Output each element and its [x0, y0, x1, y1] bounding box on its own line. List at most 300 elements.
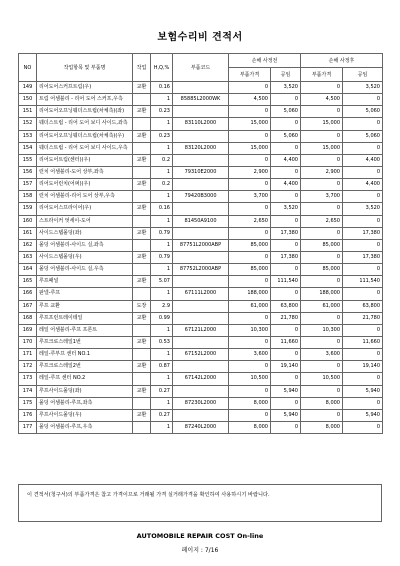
row-after-labor: 0 — [343, 191, 383, 203]
table-row — [19, 373, 383, 385]
row-part-code: 67121L2000 — [173, 324, 229, 336]
row-hqs: 1 — [151, 373, 173, 385]
row-no: 150 — [19, 94, 37, 106]
row-item: 리어도어오프닝웨더스트립(차체측)(우) — [37, 130, 133, 142]
row-before-labor: 5,940 — [271, 385, 301, 397]
row-after-parts-price: 0 — [301, 276, 343, 288]
row-action: 교환 — [133, 227, 151, 239]
row-action — [133, 191, 151, 203]
row-before-labor: 5,060 — [271, 106, 301, 118]
row-after-labor: 0 — [343, 397, 383, 409]
table-row — [19, 191, 383, 203]
row-after-labor: 19,140 — [343, 361, 383, 373]
row-after-parts-price: 0 — [301, 227, 343, 239]
estimate-rows — [19, 82, 383, 434]
row-after-labor: 17,380 — [343, 251, 383, 263]
row-part-code: 87240L2000 — [173, 421, 229, 433]
header-before-labor: 공임 — [271, 68, 301, 82]
table-row — [19, 324, 383, 336]
row-after-labor: 5,060 — [343, 130, 383, 142]
row-after-labor: 5,940 — [343, 385, 383, 397]
row-after-labor: 0 — [343, 324, 383, 336]
price-notice: 이 견적서(청구서)의 부품가격은 참고 가격이므로 거래될 가격 실거래가격을 확인하여 사용하시기 바랍니다. — [18, 484, 382, 522]
row-hqs: 0.23 — [151, 106, 173, 118]
row-no: 153 — [19, 130, 37, 142]
row-no: 163 — [19, 251, 37, 263]
row-item: 루프프런트레이테일 — [37, 312, 133, 324]
row-after-parts-price: 0 — [301, 409, 343, 421]
row-no: 176 — [19, 409, 37, 421]
row-after-parts-price: 3,600 — [301, 349, 343, 361]
row-after-labor: 0 — [343, 373, 383, 385]
row-action — [133, 397, 151, 409]
row-after-labor: 4,400 — [343, 179, 383, 191]
table-row — [19, 397, 383, 409]
row-after-parts-price: 61,000 — [301, 300, 343, 312]
row-action: 교환 — [133, 154, 151, 166]
row-part-code — [173, 227, 229, 239]
row-after-labor: 0 — [343, 349, 383, 361]
table-row — [19, 203, 383, 215]
row-before-labor: 4,400 — [271, 154, 301, 166]
row-item: 몰딩 어셈블리-사이드 실,우측 — [37, 264, 133, 276]
row-after-labor: 63,800 — [343, 300, 383, 312]
page-number: 페이지 : 7/16 — [181, 547, 219, 554]
row-before-parts-price: 0 — [229, 82, 271, 94]
row-item: 리어도어트림(센터)(우) — [37, 154, 133, 166]
row-before-labor: 0 — [271, 324, 301, 336]
table-row — [19, 239, 383, 251]
row-after-labor: 0 — [343, 421, 383, 433]
row-item: 트림 어셈블리 - 리어 도어 스커프,우측 — [37, 94, 133, 106]
row-action — [133, 349, 151, 361]
row-hqs: 1 — [151, 324, 173, 336]
row-action — [133, 94, 151, 106]
table-row — [19, 142, 383, 154]
header-part-code: 부품코드 — [173, 54, 229, 82]
row-item: 몰딩 어셈블리-루프,좌측 — [37, 397, 133, 409]
row-before-parts-price: 4,500 — [229, 94, 271, 106]
row-before-parts-price: 0 — [229, 336, 271, 348]
table-row — [19, 94, 383, 106]
row-part-code — [173, 361, 229, 373]
row-part-code — [173, 154, 229, 166]
row-part-code: 85885L2000WK — [173, 94, 229, 106]
row-hqs: 0.87 — [151, 361, 173, 373]
row-after-labor: 111,540 — [343, 276, 383, 288]
table-row — [19, 300, 383, 312]
table-row — [19, 288, 383, 300]
row-part-code — [173, 409, 229, 421]
row-after-parts-price: 0 — [301, 106, 343, 118]
row-item: 리어도어런치(어퍼)(우) — [37, 179, 133, 191]
row-action: 교환 — [133, 361, 151, 373]
row-part-code: 87752L2000ABP — [173, 264, 229, 276]
row-item: 몰딩 어셈블리-루프,우측 — [37, 421, 133, 433]
row-item: 스트라이커 엇세이-도어 — [37, 215, 133, 227]
row-no: 161 — [19, 227, 37, 239]
header-no: NO — [19, 54, 37, 82]
row-item: 리어도어스프라이어(우) — [37, 203, 133, 215]
row-before-parts-price: 0 — [229, 312, 271, 324]
row-before-parts-price: 10,500 — [229, 373, 271, 385]
row-before-labor: 111,540 — [271, 276, 301, 288]
row-after-parts-price: 0 — [301, 130, 343, 142]
row-hqs: 0.53 — [151, 336, 173, 348]
row-hqs: 1 — [151, 191, 173, 203]
row-before-labor: 0 — [271, 191, 301, 203]
row-hqs: 0.16 — [151, 82, 173, 94]
row-hqs: 1 — [151, 288, 173, 300]
row-part-code: 83120L2000 — [173, 142, 229, 154]
header-before-adjustment: 손해 사정전 — [229, 54, 301, 68]
row-after-parts-price: 85,000 — [301, 239, 343, 251]
row-part-code: 67152L2000 — [173, 349, 229, 361]
row-no: 165 — [19, 276, 37, 288]
row-hqs: 1 — [151, 264, 173, 276]
row-after-parts-price: 3,700 — [301, 191, 343, 203]
row-part-code: 67142L2000 — [173, 373, 229, 385]
row-no: 173 — [19, 373, 37, 385]
row-action: 교환 — [133, 130, 151, 142]
row-before-labor: 0 — [271, 264, 301, 276]
row-before-parts-price: 0 — [229, 361, 271, 373]
row-after-parts-price: 0 — [301, 385, 343, 397]
table-row — [19, 82, 383, 94]
row-before-parts-price: 0 — [229, 179, 271, 191]
row-after-parts-price: 0 — [301, 154, 343, 166]
header-before-parts-price: 부품가격 — [229, 68, 271, 82]
row-before-labor: 0 — [271, 397, 301, 409]
row-item: 몰딩 어셈블리-사이드 실,좌측 — [37, 239, 133, 251]
table-row — [19, 227, 383, 239]
table-row — [19, 276, 383, 288]
row-before-labor: 0 — [271, 288, 301, 300]
row-item: 사이드스텝몰딩(우) — [37, 251, 133, 263]
row-no: 154 — [19, 142, 37, 154]
row-before-parts-price: 3,700 — [229, 191, 271, 203]
row-after-labor: 4,400 — [343, 154, 383, 166]
row-hqs: 0.79 — [151, 251, 173, 263]
table-row — [19, 154, 383, 166]
row-no: 149 — [19, 82, 37, 94]
row-hqs: 2.9 — [151, 300, 173, 312]
table-row — [19, 361, 383, 373]
row-part-code: 87751L2000ABP — [173, 239, 229, 251]
row-after-labor: 5,060 — [343, 106, 383, 118]
row-before-parts-price: 0 — [229, 251, 271, 263]
row-before-labor: 3,520 — [271, 203, 301, 215]
row-before-parts-price: 0 — [229, 276, 271, 288]
row-hqs: 1 — [151, 118, 173, 130]
row-no: 166 — [19, 288, 37, 300]
row-after-parts-price: 0 — [301, 361, 343, 373]
row-part-code: 83110L2000 — [173, 118, 229, 130]
row-action: 교환 — [133, 409, 151, 421]
row-before-labor: 19,140 — [271, 361, 301, 373]
row-before-labor: 0 — [271, 349, 301, 361]
row-before-labor: 0 — [271, 94, 301, 106]
row-hqs: 0.2 — [151, 179, 173, 191]
row-no: 157 — [19, 179, 37, 191]
row-before-parts-price: 3,600 — [229, 349, 271, 361]
row-hqs: 0.2 — [151, 154, 173, 166]
row-before-parts-price: 15,000 — [229, 118, 271, 130]
table-row — [19, 130, 383, 142]
row-part-code — [173, 276, 229, 288]
row-item: 루프패널 — [37, 276, 133, 288]
row-before-labor: 4,400 — [271, 179, 301, 191]
row-item: 판넬-루프 — [37, 288, 133, 300]
row-hqs: 1 — [151, 397, 173, 409]
row-item: 루프사이드몰딩(우) — [37, 409, 133, 421]
table-row — [19, 106, 383, 118]
row-hqs: 5.07 — [151, 276, 173, 288]
row-before-labor: 63,800 — [271, 300, 301, 312]
row-before-parts-price: 0 — [229, 154, 271, 166]
row-item: 레일 어셈블리-루프 프론트 — [37, 324, 133, 336]
row-after-labor: 17,380 — [343, 227, 383, 239]
row-before-parts-price: 188,000 — [229, 288, 271, 300]
row-part-code — [173, 130, 229, 142]
row-part-code — [173, 312, 229, 324]
row-hqs: 0.27 — [151, 409, 173, 421]
table-row — [19, 421, 383, 433]
table-row — [19, 409, 383, 421]
table-row — [19, 215, 383, 227]
row-before-labor: 0 — [271, 215, 301, 227]
row-no: 167 — [19, 300, 37, 312]
row-action: 교환 — [133, 385, 151, 397]
row-item: 런치 어셈블리-도어 상부,좌측 — [37, 166, 133, 178]
header-after-adjustment: 손해 사정후 — [301, 54, 383, 68]
row-before-parts-price: 0 — [229, 203, 271, 215]
row-before-parts-price: 10,300 — [229, 324, 271, 336]
row-no: 168 — [19, 312, 37, 324]
row-after-parts-price: 15,000 — [301, 118, 343, 130]
header-action: 작업 — [133, 54, 151, 82]
row-no: 169 — [19, 324, 37, 336]
row-after-parts-price: 4,500 — [301, 94, 343, 106]
row-before-labor: 5,060 — [271, 130, 301, 142]
table-row — [19, 312, 383, 324]
row-action: 도장 — [133, 300, 151, 312]
row-action: 교환 — [133, 336, 151, 348]
row-after-labor: 0 — [343, 118, 383, 130]
row-hqs: 1 — [151, 239, 173, 251]
row-after-parts-price: 2,900 — [301, 166, 343, 178]
row-after-labor: 0 — [343, 142, 383, 154]
row-after-parts-price: 10,300 — [301, 324, 343, 336]
row-no: 160 — [19, 215, 37, 227]
row-item: 루프 교환 — [37, 300, 133, 312]
header-after-parts-price: 부품가격 — [301, 68, 343, 82]
row-after-labor: 11,660 — [343, 336, 383, 348]
table-row — [19, 118, 383, 130]
row-after-parts-price: 85,000 — [301, 264, 343, 276]
row-after-parts-price: 0 — [301, 336, 343, 348]
table-row — [19, 264, 383, 276]
table-row — [19, 349, 383, 361]
row-item: 레일-루프 센터 NO.2 — [37, 373, 133, 385]
row-after-labor: 0 — [343, 215, 383, 227]
table-row — [19, 336, 383, 348]
table-row — [19, 179, 383, 191]
row-part-code — [173, 385, 229, 397]
row-before-parts-price: 8,000 — [229, 421, 271, 433]
row-after-labor: 3,520 — [343, 203, 383, 215]
table-row — [19, 251, 383, 263]
row-action: 교환 — [133, 179, 151, 191]
row-part-code — [173, 251, 229, 263]
row-after-parts-price: 0 — [301, 82, 343, 94]
table-row — [19, 385, 383, 397]
row-after-parts-price: 188,000 — [301, 288, 343, 300]
row-action: 교환 — [133, 312, 151, 324]
row-item: 사이드스텝몰딩(좌) — [37, 227, 133, 239]
row-action — [133, 142, 151, 154]
header-after-labor: 공임 — [343, 68, 383, 82]
row-hqs: 1 — [151, 421, 173, 433]
row-no: 162 — [19, 239, 37, 251]
row-action: 교환 — [133, 106, 151, 118]
row-no: 175 — [19, 397, 37, 409]
row-before-labor: 21,780 — [271, 312, 301, 324]
row-part-code — [173, 82, 229, 94]
row-hqs: 0.16 — [151, 203, 173, 215]
row-before-parts-price: 61,000 — [229, 300, 271, 312]
row-action — [133, 373, 151, 385]
row-action: 교환 — [133, 82, 151, 94]
row-action — [133, 239, 151, 251]
row-before-labor: 0 — [271, 421, 301, 433]
row-item: 루프크로스레일2번 — [37, 361, 133, 373]
row-after-labor: 0 — [343, 288, 383, 300]
row-part-code — [173, 179, 229, 191]
row-after-parts-price: 8,000 — [301, 421, 343, 433]
row-before-parts-price: 85,000 — [229, 264, 271, 276]
row-before-labor: 17,380 — [271, 227, 301, 239]
row-after-parts-price: 0 — [301, 179, 343, 191]
row-part-code — [173, 203, 229, 215]
row-no: 159 — [19, 203, 37, 215]
row-part-code: 81450A9100 — [173, 215, 229, 227]
row-before-labor: 0 — [271, 118, 301, 130]
row-hqs: 0.79 — [151, 227, 173, 239]
row-after-parts-price: 2,650 — [301, 215, 343, 227]
row-before-parts-price: 0 — [229, 227, 271, 239]
row-action — [133, 324, 151, 336]
row-after-labor: 21,780 — [343, 312, 383, 324]
row-before-labor: 5,940 — [271, 409, 301, 421]
row-after-parts-price: 0 — [301, 251, 343, 263]
row-hqs: 1 — [151, 94, 173, 106]
row-no: 177 — [19, 421, 37, 433]
row-part-code — [173, 106, 229, 118]
row-no: 164 — [19, 264, 37, 276]
row-hqs: 1 — [151, 215, 173, 227]
row-item: 루프사이드몰딩(좌) — [37, 385, 133, 397]
row-action: 교환 — [133, 251, 151, 263]
row-hqs: 0.23 — [151, 130, 173, 142]
row-item: 루프크로스레일1번 — [37, 336, 133, 348]
row-after-parts-price: 0 — [301, 312, 343, 324]
row-before-parts-price: 0 — [229, 130, 271, 142]
header-hqs: H,Q,% — [151, 54, 173, 82]
row-no: 155 — [19, 154, 37, 166]
row-no: 156 — [19, 166, 37, 178]
row-part-code — [173, 300, 229, 312]
row-hqs: 1 — [151, 349, 173, 361]
row-before-parts-price: 2,650 — [229, 215, 271, 227]
row-item: 리어도어스커프트림(우) — [37, 82, 133, 94]
row-after-labor: 0 — [343, 264, 383, 276]
row-before-labor: 0 — [271, 142, 301, 154]
row-no: 170 — [19, 336, 37, 348]
row-action: 교환 — [133, 203, 151, 215]
row-part-code — [173, 336, 229, 348]
row-item: 런치 어셈블리-리어 도어 상부,우측 — [37, 191, 133, 203]
header-item: 작업항목 및 부품명 — [37, 54, 133, 82]
row-action — [133, 215, 151, 227]
row-before-parts-price: 0 — [229, 409, 271, 421]
row-after-labor: 0 — [343, 166, 383, 178]
row-after-labor: 5,940 — [343, 409, 383, 421]
row-no: 152 — [19, 118, 37, 130]
row-before-parts-price: 8,000 — [229, 397, 271, 409]
row-item: 웨더스트립 - 리어 도어 보디 사이드,우측 — [37, 142, 133, 154]
estimate-table — [18, 53, 383, 434]
row-no: 174 — [19, 385, 37, 397]
row-after-labor: 0 — [343, 239, 383, 251]
row-before-labor: 0 — [271, 166, 301, 178]
row-before-parts-price: 2,900 — [229, 166, 271, 178]
row-after-parts-price: 15,000 — [301, 142, 343, 154]
row-action — [133, 166, 151, 178]
row-part-code: 67111L2000 — [173, 288, 229, 300]
row-item: 레일-루부프 센터 NO.1 — [37, 349, 133, 361]
row-item: 웨더스트립 - 리어 도어 보디 사이드,좌측 — [37, 118, 133, 130]
row-after-parts-price: 10,500 — [301, 373, 343, 385]
row-action: 교환 — [133, 276, 151, 288]
row-no: 151 — [19, 106, 37, 118]
row-part-code: 87230L2000 — [173, 397, 229, 409]
row-hqs: 0.27 — [151, 385, 173, 397]
row-action — [133, 118, 151, 130]
row-action — [133, 288, 151, 300]
row-hqs: 1 — [151, 166, 173, 178]
row-before-parts-price: 85,000 — [229, 239, 271, 251]
row-before-labor: 17,380 — [271, 251, 301, 263]
table-row — [19, 166, 383, 178]
row-action — [133, 421, 151, 433]
row-no: 158 — [19, 191, 37, 203]
row-action — [133, 264, 151, 276]
row-after-labor: 3,520 — [343, 82, 383, 94]
row-before-parts-price: 0 — [229, 106, 271, 118]
row-part-code: 79420B3000 — [173, 191, 229, 203]
row-before-labor: 11,660 — [271, 336, 301, 348]
row-before-parts-price: 15,000 — [229, 142, 271, 154]
row-hqs: 0.99 — [151, 312, 173, 324]
row-after-parts-price: 8,000 — [301, 397, 343, 409]
row-no: 172 — [19, 361, 37, 373]
row-before-labor: 3,520 — [271, 82, 301, 94]
row-after-labor: 0 — [343, 94, 383, 106]
row-item: 리어도어오프닝웨더스트립(차체측)(좌) — [37, 106, 133, 118]
row-hqs: 1 — [151, 142, 173, 154]
row-before-labor: 0 — [271, 239, 301, 251]
